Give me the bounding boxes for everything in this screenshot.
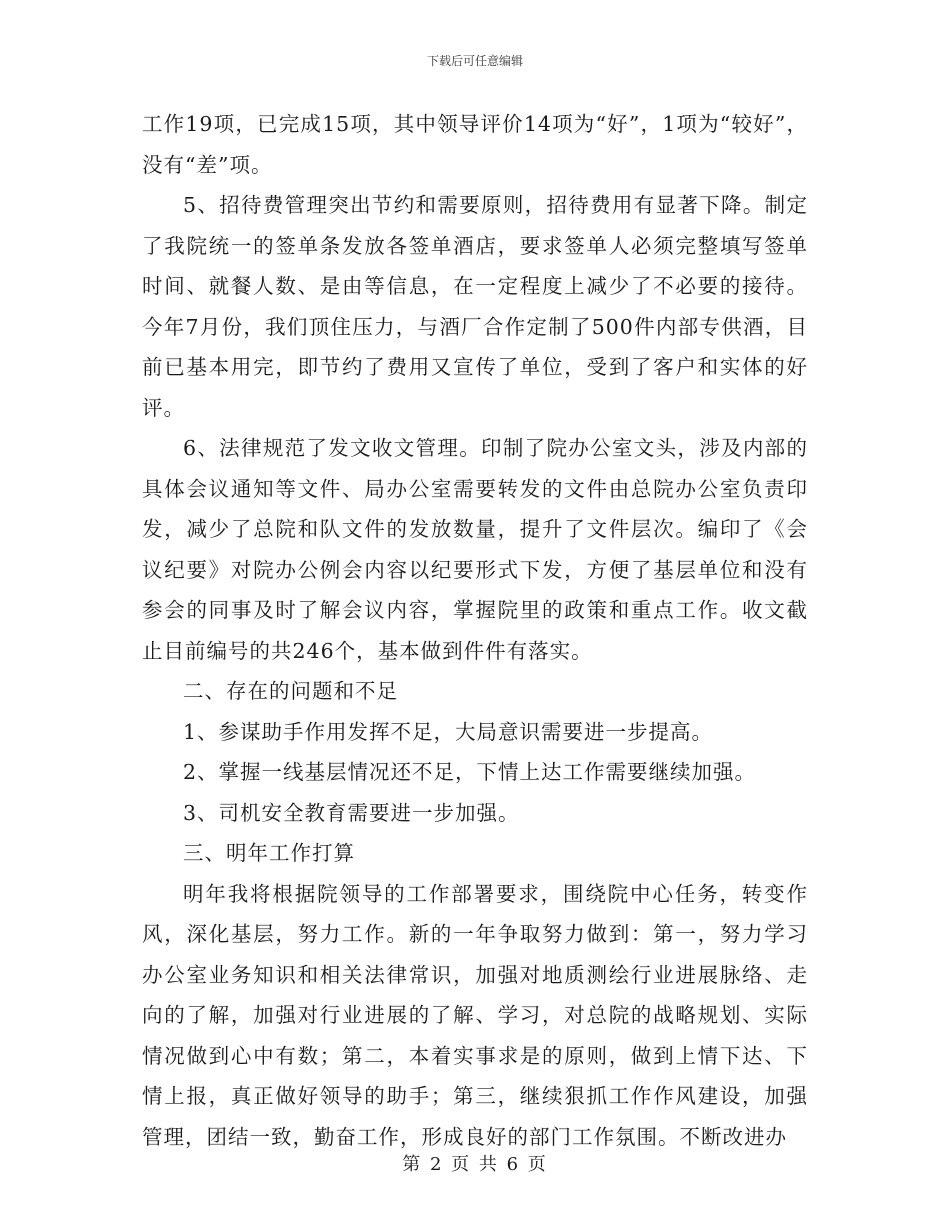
paragraph-continuation: 工作19项，已完成15项，其中领导评价14项为“好”，1项为“较好”，没有“差”项。 [142,112,808,177]
paragraph-item-5: 5、招待费管理突出节约和需要原则，招待费用有显著下降。制定了我院统一的签单条发放各签单酒店，要求签单人必须完整填写签单时间、就餐人数、是由等信息，在一定程度上减少了不必要的接待。今年7月份，我们顶住压力，与酒厂合作定制了500件内部专供酒，目前已基本用完，即节约了费用又宣传了单位，受到了客户和实体的好评。 [142,193,808,420]
document-body [142,104,808,1157]
page-header-note: 下载后可任意编辑 [426,54,523,68]
section-heading-plans: 三、明年工作打算 [183,841,355,865]
problem-item-1: 1、参谋助手作用发挥不足，大局意识需要进一步提高。 [183,719,714,744]
problem-item-3: 3、司机安全教育需要进一步加强。 [183,800,520,825]
paragraph-plans: 明年我将根据院领导的工作部署要求，围绕院中心任务，转变作风，深化基层，努力工作。新的一年争取努力做到：第一，努力学习办公室业务知识和相关法律常识，加强对地质测绘行业进展脉络、走向的了解，加强对行业进展的了解、学习，对总院的战略规划、实际情况做到心中有数；第二，本着实事求是的原则，做到上情下达、下情上报，真正做好领导的助手；第三，继续狠抓工作作风建设，加强管理，团结一致，勤奋工作，形成良好的部门工作氛围。不断改进办 [142,881,808,1149]
section-heading-problems: 二、存在的问题和不足 [183,679,398,703]
page-number: 第 2 页 共 6 页 [402,1154,548,1175]
paragraph-item-6: 6、法律规范了发文收文管理。印制了院办公室文头，涉及内部的具体会议通知等文件、局办公室需要转发的文件由总院办公室负责印发，减少了总院和队文件的发放数量，提升了文件层次。编印了《会议纪要》对院办公例会内容以纪要形式下发，方便了基层单位和没有参会的同事及时了解会议内容，掌握院里的政策和重点工作。收文截止目前编号的共246个，基本做到件件有落实。 [142,436,808,663]
problem-item-2: 2、掌握一线基层情况还不足，下情上达工作需要继续加强。 [183,760,757,784]
